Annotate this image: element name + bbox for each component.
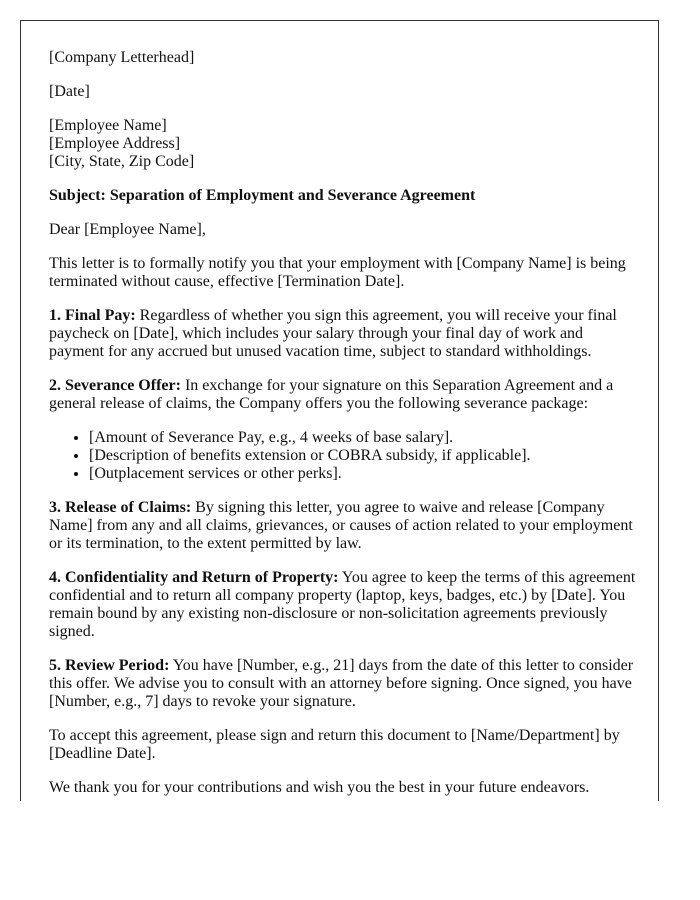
section-heading: 5. Review Period: (49, 657, 170, 674)
list-item: • [Amount of Severance Pay, e.g., 4 weeks of base salary]. (89, 429, 638, 447)
section-body: By signing this letter, you agree to waive and release [Company Name] from any and all claims, grievances, or causes of action related to your employment or its termination, to the extent permitted by law. (49, 499, 633, 552)
section-release-of-claims (49, 499, 638, 553)
acceptance-paragraph: To accept this agreement, please sign and return this document to [Name/Department] by [Deadline Date]. (49, 727, 620, 762)
list-item: • [Description of benefits extension or COBRA subsidy, if applicable]. (89, 447, 638, 465)
section-body: You have [Number, e.g., 21] days from the date of this letter to consider this offer. We advise you to consult with an attorney before signing. Once signed, you have [Number, e.g., 7] days to revoke your signature. (49, 657, 634, 710)
section-body: Regardless of whether you sign this agreement, you will receive your final paycheck on [Date], which includes your salary through your final day of work and payment for any accrued but unused vacation time, subject to standard withholdings. (49, 307, 617, 360)
section-final-pay (49, 307, 638, 361)
recipient-block (49, 117, 638, 171)
letter-page (20, 20, 659, 801)
section-heading: 4. Confidentiality and Return of Property: (49, 569, 339, 586)
section-heading: 3. Release of Claims: (49, 499, 192, 516)
company-letterhead: [Company Letterhead] (49, 49, 195, 66)
recipient-name: [Employee Name] (49, 117, 167, 134)
section-heading: 1. Final Pay: (49, 307, 136, 324)
section-heading: 2. Severance Offer: (49, 377, 181, 394)
section-body: In exchange for your signature on this Separation Agreement and a general release of claims, the Company offers you the following severance package: (49, 377, 614, 412)
recipient-address: [Employee Address] (49, 135, 181, 152)
recipient-city-state-zip: [City, State, Zip Code] (49, 153, 195, 170)
list-item: • [Outplacement services or other perks]. (89, 465, 638, 483)
letter-date: [Date] (49, 83, 90, 100)
closing-paragraph: We thank you for your contributions and wish you the best in your future endeavors. (49, 779, 590, 796)
section-confidentiality (49, 569, 638, 641)
section-review-period (49, 657, 638, 711)
severance-package-list (49, 429, 638, 483)
section-body: You agree to keep the terms of this agreement confidential and to return all company property (laptop, keys, badges, etc.) by [Date]. You remain bound by any existing non-disclosure or non-solicitation agreements previously signed. (49, 569, 636, 640)
intro-paragraph: This letter is to formally notify you that your employment with [Company Name] is being terminated without cause, effective [Termination Date]. (49, 255, 626, 290)
salutation: Dear [Employee Name], (49, 221, 206, 238)
letter-subject (49, 187, 638, 205)
section-severance-offer (49, 377, 638, 413)
subject-text: Subject: Separation of Employment and Severance Agreement (49, 187, 476, 204)
